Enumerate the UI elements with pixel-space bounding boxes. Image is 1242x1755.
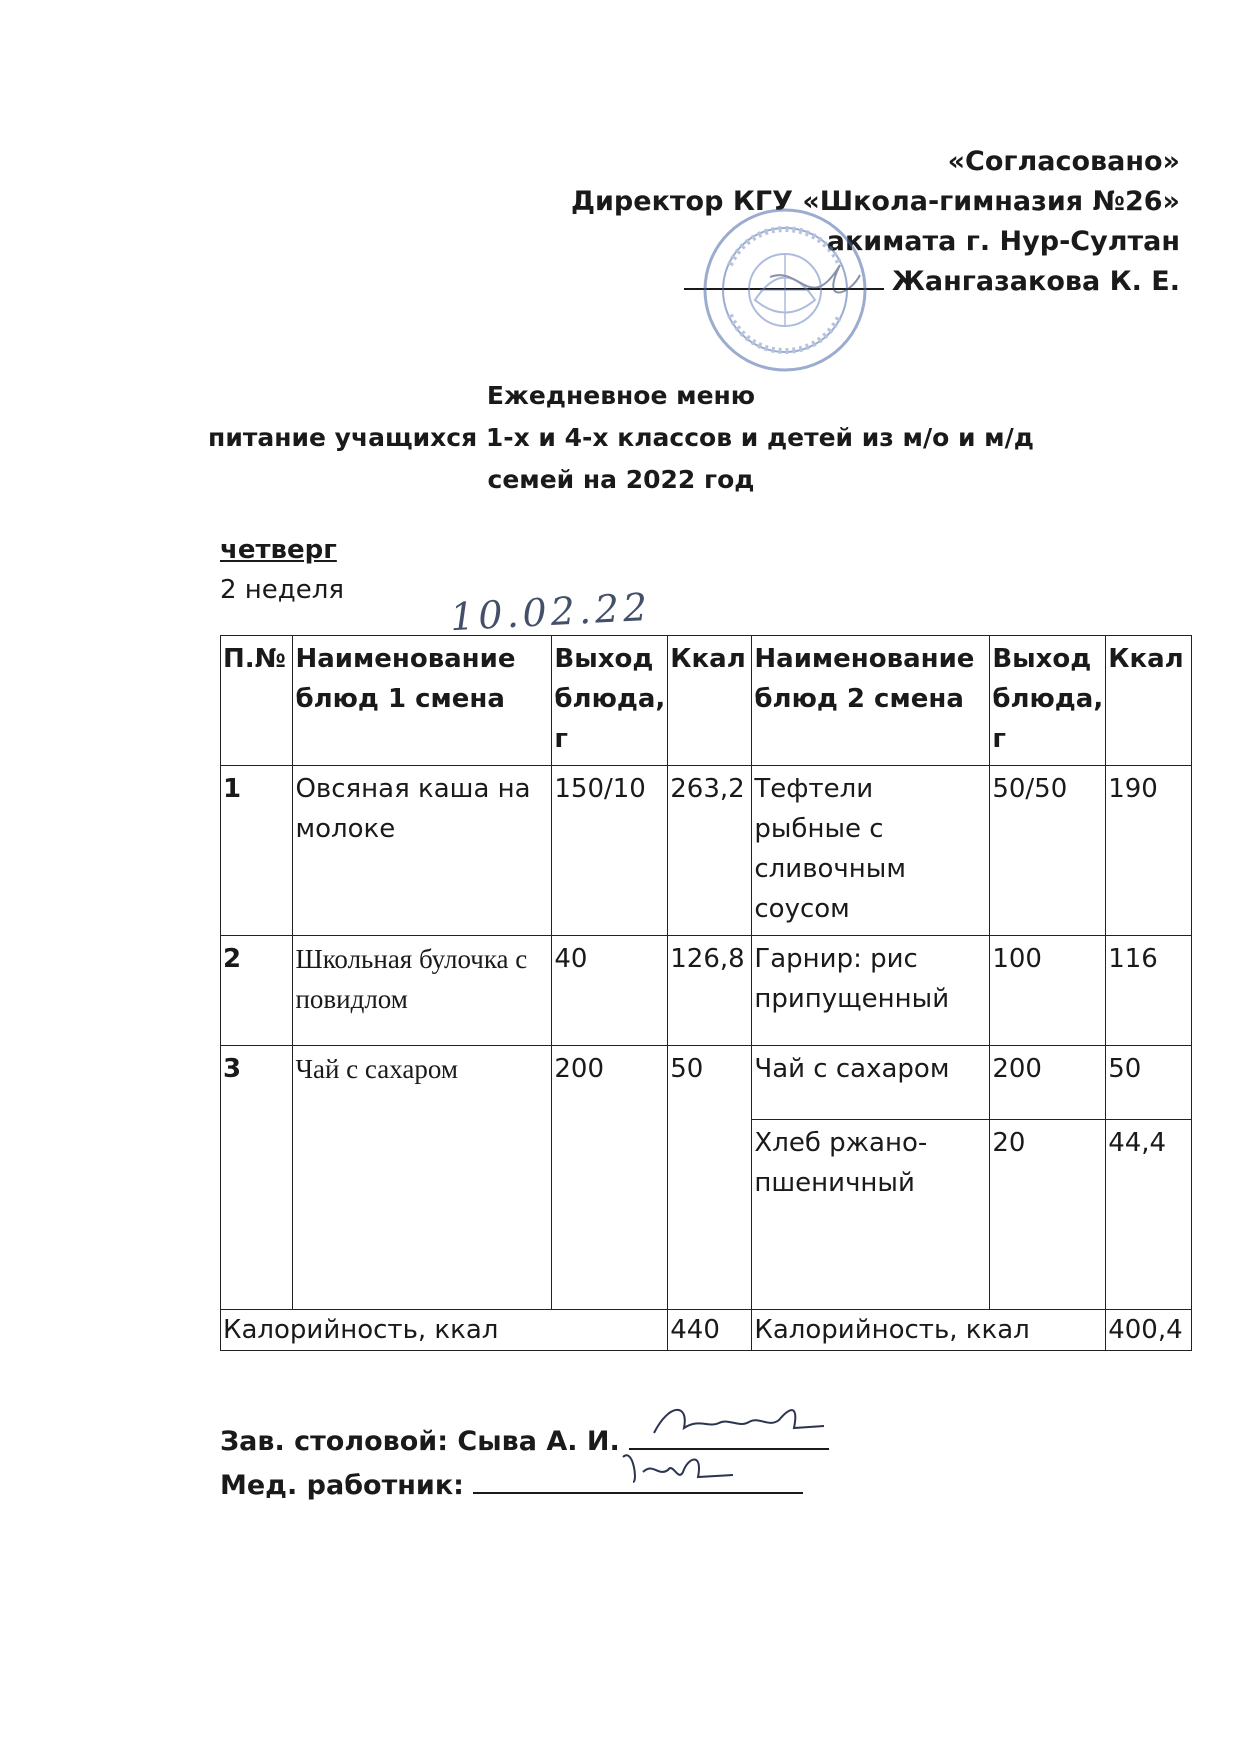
week-number: 2 неделя xyxy=(220,575,345,605)
medic-signature-line xyxy=(473,1464,803,1494)
kcal-shift-1: 50 xyxy=(668,1046,752,1310)
handwritten-date: 10.02.22 xyxy=(448,584,653,640)
header-number: П.№ xyxy=(221,636,293,766)
table-row xyxy=(221,936,1192,1046)
header-kcal-1: Ккал xyxy=(668,636,752,766)
canteen-handwritten-signature xyxy=(649,1398,829,1448)
row-number: 2 xyxy=(221,936,293,1046)
approval-director: Директор КГУ «Школа-гимназия №26» xyxy=(570,186,1180,217)
medic-handwritten-signature xyxy=(613,1442,753,1492)
row-number: 1 xyxy=(221,766,293,936)
day-of-week: четверг xyxy=(220,535,337,565)
kcal-shift-2: 44,4 xyxy=(1106,1120,1192,1310)
header-dish-shift-2: Наименование блюд 2 смена xyxy=(752,636,990,766)
totals-row xyxy=(221,1310,1192,1351)
medic-signature-row xyxy=(220,1464,829,1508)
output-shift-2: 20 xyxy=(990,1120,1106,1310)
signatures-block xyxy=(220,1420,829,1508)
title-line-2: питание учащихся 1-х и 4-х классов и детей из м/о и м/д xyxy=(208,423,1034,452)
header-dish-shift-1: Наименование блюд 1 смена xyxy=(293,636,552,766)
table-row xyxy=(221,1046,1192,1120)
kcal-shift-2: 50 xyxy=(1106,1046,1192,1120)
output-shift-2: 200 xyxy=(990,1046,1106,1120)
approval-director-name: Жангазакова К. Е. xyxy=(891,266,1180,297)
kcal-shift-2: 116 xyxy=(1106,936,1192,1046)
title-line-3: семей на 2022 год xyxy=(487,465,755,494)
round-stamp-seal xyxy=(700,205,870,375)
header-output-2: Выход блюда, г xyxy=(990,636,1106,766)
title-line-1: Ежедневное меню xyxy=(486,381,756,410)
dish-shift-1: Овсяная каша на молоке xyxy=(293,766,552,936)
total-label-shift-2: Калорийность, ккал xyxy=(752,1310,1106,1351)
output-shift-2: 50/50 xyxy=(990,766,1106,936)
output-shift-1: 40 xyxy=(552,936,668,1046)
document-title xyxy=(0,375,1242,501)
row-number: 3 xyxy=(221,1046,293,1310)
medic-label: Мед. работник: xyxy=(220,1470,464,1501)
dish-shift-1: Чай с сахаром xyxy=(293,1046,552,1310)
output-shift-2: 100 xyxy=(990,936,1106,1046)
table-row xyxy=(221,766,1192,936)
kcal-shift-2: 190 xyxy=(1106,766,1192,936)
output-shift-1: 200 xyxy=(552,1046,668,1310)
approval-title: «Согласовано» xyxy=(947,146,1180,177)
dish-shift-1: Школьная булочка с повидлом xyxy=(293,936,552,1046)
table-header-row xyxy=(221,636,1192,766)
total-kcal-shift-2: 400,4 xyxy=(1106,1310,1192,1351)
output-shift-1: 150/10 xyxy=(552,766,668,936)
header-kcal-2: Ккал xyxy=(1106,636,1192,766)
total-kcal-shift-1: 440 xyxy=(668,1310,752,1351)
total-label-shift-1: Калорийность, ккал xyxy=(221,1310,668,1351)
canteen-manager-label: Зав. столовой: Сыва А. И. xyxy=(220,1426,620,1457)
header-output-1: Выход блюда, г xyxy=(552,636,668,766)
dish-shift-2: Гарнир: рис припущенный xyxy=(752,936,990,1046)
dish-shift-2: Чай с сахаром xyxy=(752,1046,990,1120)
menu-table xyxy=(220,635,1192,1351)
dish-shift-2: Тефтели рыбные с сливочным соусом xyxy=(752,766,990,936)
kcal-shift-1: 263,2 xyxy=(668,766,752,936)
dish-shift-2: Хлеб ржано-пшеничный xyxy=(752,1120,990,1310)
kcal-shift-1: 126,8 xyxy=(668,936,752,1046)
approval-akimat: акимата г. Нур-Султан xyxy=(826,226,1180,257)
